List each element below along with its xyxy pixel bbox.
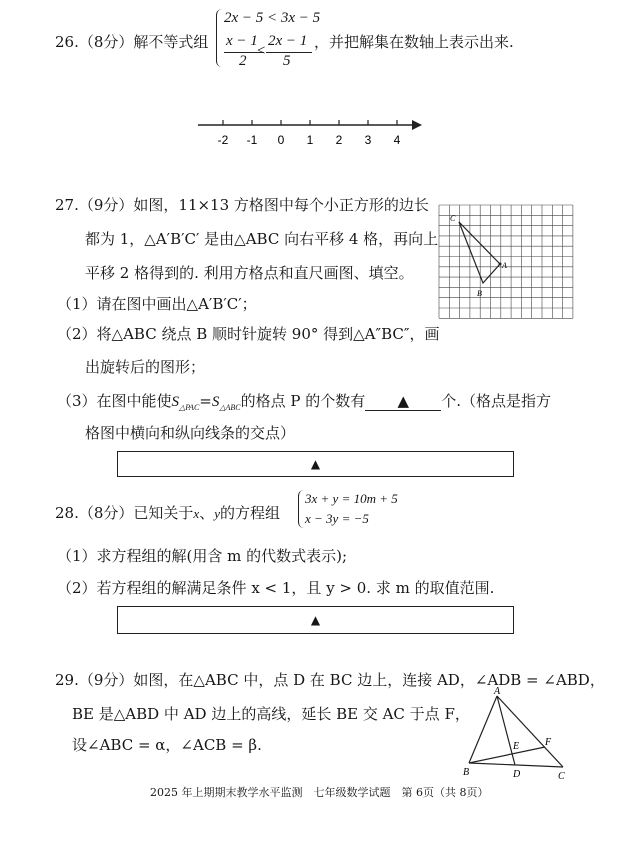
q26-frac2-den: 5: [283, 53, 291, 69]
q26-stem: 解不等式组: [133, 33, 209, 51]
q27-line2: 都为 1，△A′B′C′ 是由△ABC 向右平移 4 格，再向上: [85, 230, 439, 248]
q27-sub3b: 格图中横向和纵向线条的交点）: [85, 424, 296, 442]
q27-s2-sub: △ABC: [219, 403, 241, 412]
q28-sub2: （2）若方程组的解满足条件 x < 1，且 y > 0. 求 m 的取值范围.: [57, 579, 495, 597]
q29-line3: 设∠ABC = α，∠ACB = β.: [72, 736, 262, 754]
q28-answer-mark: ▲: [310, 613, 321, 627]
q27-line3: 平移 2 格得到的. 利用方格点和直尺画图、填空。: [85, 264, 414, 282]
q28-stem-pre: 已知关于: [133, 504, 194, 522]
numberline-tick-label: 2: [335, 133, 343, 147]
q28-stem-post: 的方程组: [220, 504, 281, 522]
q29-number: 29.: [55, 671, 79, 689]
q28-system-brace: [298, 490, 305, 528]
page-footer: 2025 年上期期末教学水平监测 七年级数学试题 第 6页（共 8页）: [150, 786, 489, 799]
q26-tail: ，并把解集在数轴上表示出来.: [314, 33, 514, 51]
grid-label-b: B: [477, 289, 482, 298]
q26-frac2-num: 2x − 1: [268, 33, 308, 49]
q28-number: 28.: [55, 504, 79, 522]
q26-inequality-1: 2x − 5 < 3x − 5: [224, 10, 321, 26]
q28-sep: 、: [199, 504, 215, 522]
tri-label-f: F: [545, 737, 552, 748]
q27-sub2a: （2）将△ABC 绕点 B 顺时针旋转 90° 得到△A″BC″，画: [57, 325, 440, 343]
numberline-tick-label: 3: [364, 133, 372, 147]
q27-eq: =: [199, 392, 212, 410]
grid-label-c: C: [450, 214, 456, 223]
q26-frac1-num: x − 1: [226, 33, 258, 49]
q27-s2: S: [211, 394, 220, 410]
q29-line1: 如图，在△ABC 中，点 D 在 BC 边上，连接 AD，∠ADB = ∠ABD，: [133, 671, 605, 689]
q27-sub3-pre: （3）在图中能使: [57, 392, 172, 410]
q27-s1: S: [171, 394, 180, 410]
q27-answer-blank[interactable]: [365, 392, 441, 411]
q26-number: 26.: [55, 33, 79, 51]
q27-blank-mark: ▲: [397, 392, 410, 410]
numberline-tick-label: -2: [217, 133, 229, 147]
grid-label-a: A: [502, 261, 507, 270]
q27-sub1: （1）请在图中画出△A′B′C′；: [57, 295, 257, 313]
q26-score: （8分）: [78, 33, 134, 51]
tri-label-d: D: [513, 769, 521, 780]
tri-label-a: A: [494, 686, 501, 697]
tri-label-b: B: [463, 767, 470, 778]
q28-answer-box[interactable]: [117, 606, 514, 634]
q27-sub3-mid: 的格点 P 的个数有: [240, 392, 366, 410]
tri-label-c: C: [558, 771, 565, 782]
q27-s1-sub: △PAC: [179, 403, 200, 412]
numberline-tick-label: -1: [246, 133, 258, 147]
q27-sub3-post: 个.（格点是指方: [441, 392, 552, 410]
q28-score: （8分）: [78, 504, 134, 522]
q26-frac1-den: 2: [239, 53, 247, 69]
q28-eq2: x − 3y = −5: [305, 511, 369, 526]
q26-lt: <: [256, 43, 267, 59]
q27-answer-box[interactable]: [117, 451, 514, 477]
q28-sub1: （1）求方程组的解(用含 m 的代数式表示);: [57, 547, 348, 565]
q27-line1: 如图，11×13 方格图中每个小正方形的边长: [133, 196, 429, 214]
q29-score: （9分）: [78, 671, 134, 689]
q27-sub2b: 出旋转后的图形；: [85, 358, 206, 376]
q27-answer-mark: ▲: [310, 457, 321, 471]
q29-triangle-figure: [460, 684, 580, 784]
numberline-tick-label: 1: [306, 133, 314, 147]
q28-var-y: y: [214, 506, 220, 521]
q29-line2: BE 是△ABD 中 AD 边上的高线，延长 BE 交 AC 于点 F，: [72, 705, 470, 723]
q27-grid-figure: [437, 203, 577, 343]
q28-var-x: x: [193, 506, 200, 521]
q27-number: 27.: [55, 196, 79, 214]
numberline-tick-label: 0: [277, 133, 285, 147]
numberline-tick-label: 4: [393, 133, 401, 147]
q28-eq1: 3x + y = 10m + 5: [305, 491, 398, 506]
q26-system-brace: [216, 9, 223, 67]
q26-number-line: [190, 110, 430, 160]
q27-score: （9分）: [78, 196, 134, 214]
tri-label-e: E: [513, 741, 520, 752]
